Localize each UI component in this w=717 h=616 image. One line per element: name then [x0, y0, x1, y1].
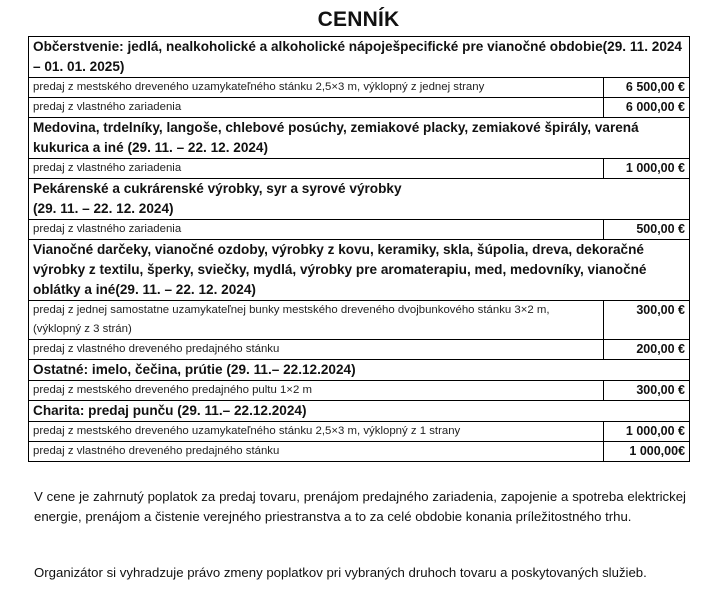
category-christmas-gifts: Vianočné darčeky, vianočné ozdoby, výrobky z kovu, keramiky, skla, šúpolia, dreva, dekoračné výrobky z textilu, šperky, sviečky, mydlá, výrobky pre aromaterapiu, med, medovníky, vianočné oblátky a iné(29. 11. – 22. 12. 2024): [29, 240, 690, 301]
category-charity: Charita: predaj punču (29. 11.– 22.12.2024): [29, 401, 690, 422]
item-description: predaj z jednej samostatne uzamykateľnej bunky mestského dreveného dvojbunkového stánku 3×2 m, (výklopný z 3 strán): [29, 301, 604, 340]
table-row: [29, 301, 690, 340]
category-row: [29, 401, 690, 422]
table-row: [29, 381, 690, 401]
note-price-includes: V cene je zahrnutý poplatok za predaj tovaru, prenájom predajného zariadenia, zapojenie a spotreba elektrickej energie, prenájom a čistenie verejného priestranstva a to za celé obdobie konania príležitostného trhu.: [34, 489, 686, 524]
item-price: 1 000,00€: [604, 442, 690, 462]
note-organizer-rights: Organizátor si vyhradzuje právo zmeny poplatkov pri vybraných druhoch tovaru a poskytovaných služieb.: [34, 565, 647, 580]
table-row: [29, 422, 690, 442]
category-row: [29, 240, 690, 301]
table-row: [29, 340, 690, 360]
item-price: 500,00 €: [604, 220, 690, 240]
item-description: predaj z mestského dreveného uzamykateľného stánku 2,5×3 m, výklopný z 1 strany: [29, 422, 604, 442]
table-row: [29, 78, 690, 98]
category-mead-trdelnik: Medovina, trdelníky, langoše, chlebové posúchy, zemiakové placky, zemiakové špirály, varená kukurica a iné (29. 11. – 22. 12. 2024): [29, 118, 690, 159]
price-table: [28, 36, 690, 462]
item-price: 1 000,00 €: [604, 422, 690, 442]
item-description: predaj z vlastného zariadenia: [29, 98, 604, 118]
item-price: 1 000,00 €: [604, 159, 690, 179]
item-price: 300,00 €: [604, 381, 690, 401]
category-row: [29, 37, 690, 78]
item-description: predaj z vlastného zariadenia: [29, 220, 604, 240]
item-price: 6 500,00 €: [604, 78, 690, 98]
table-row: [29, 159, 690, 179]
item-price: 300,00 €: [604, 301, 690, 340]
table-row: [29, 98, 690, 118]
item-description: predaj z vlastného dreveného predajného stánku: [29, 442, 604, 462]
item-description: predaj z mestského dreveného predajného pultu 1×2 m: [29, 381, 604, 401]
item-description: predaj z vlastného dreveného predajného stánku: [29, 340, 604, 360]
table-row: [29, 220, 690, 240]
category-row: [29, 179, 690, 220]
category-row: [29, 360, 690, 381]
category-bakery-line2: (29. 11. – 22. 12. 2024): [33, 201, 174, 216]
item-description: predaj z mestského dreveného uzamykateľného stánku 2,5×3 m, výklopný z jednej strany: [29, 78, 604, 98]
category-bakery-line1: Pekárenské a cukrárenské výrobky, syr a syrové výrobky: [33, 181, 402, 196]
item-description: predaj z vlastného zariadenia: [29, 159, 604, 179]
category-refreshments: Občerstvenie: jedlá, nealkoholické a alkoholické nápoješpecifické pre vianočné obdobie(29. 11. 2024 – 01. 01. 2025): [29, 37, 690, 78]
item-price: 200,00 €: [604, 340, 690, 360]
page-title: CENNÍK: [317, 8, 400, 31]
table-row: [29, 442, 690, 462]
category-other: Ostatné: imelo, čečina, prútie (29. 11.– 22.12.2024): [29, 360, 690, 381]
category-row: [29, 118, 690, 159]
item-price: 6 000,00 €: [604, 98, 690, 118]
category-bakery: [29, 179, 690, 220]
